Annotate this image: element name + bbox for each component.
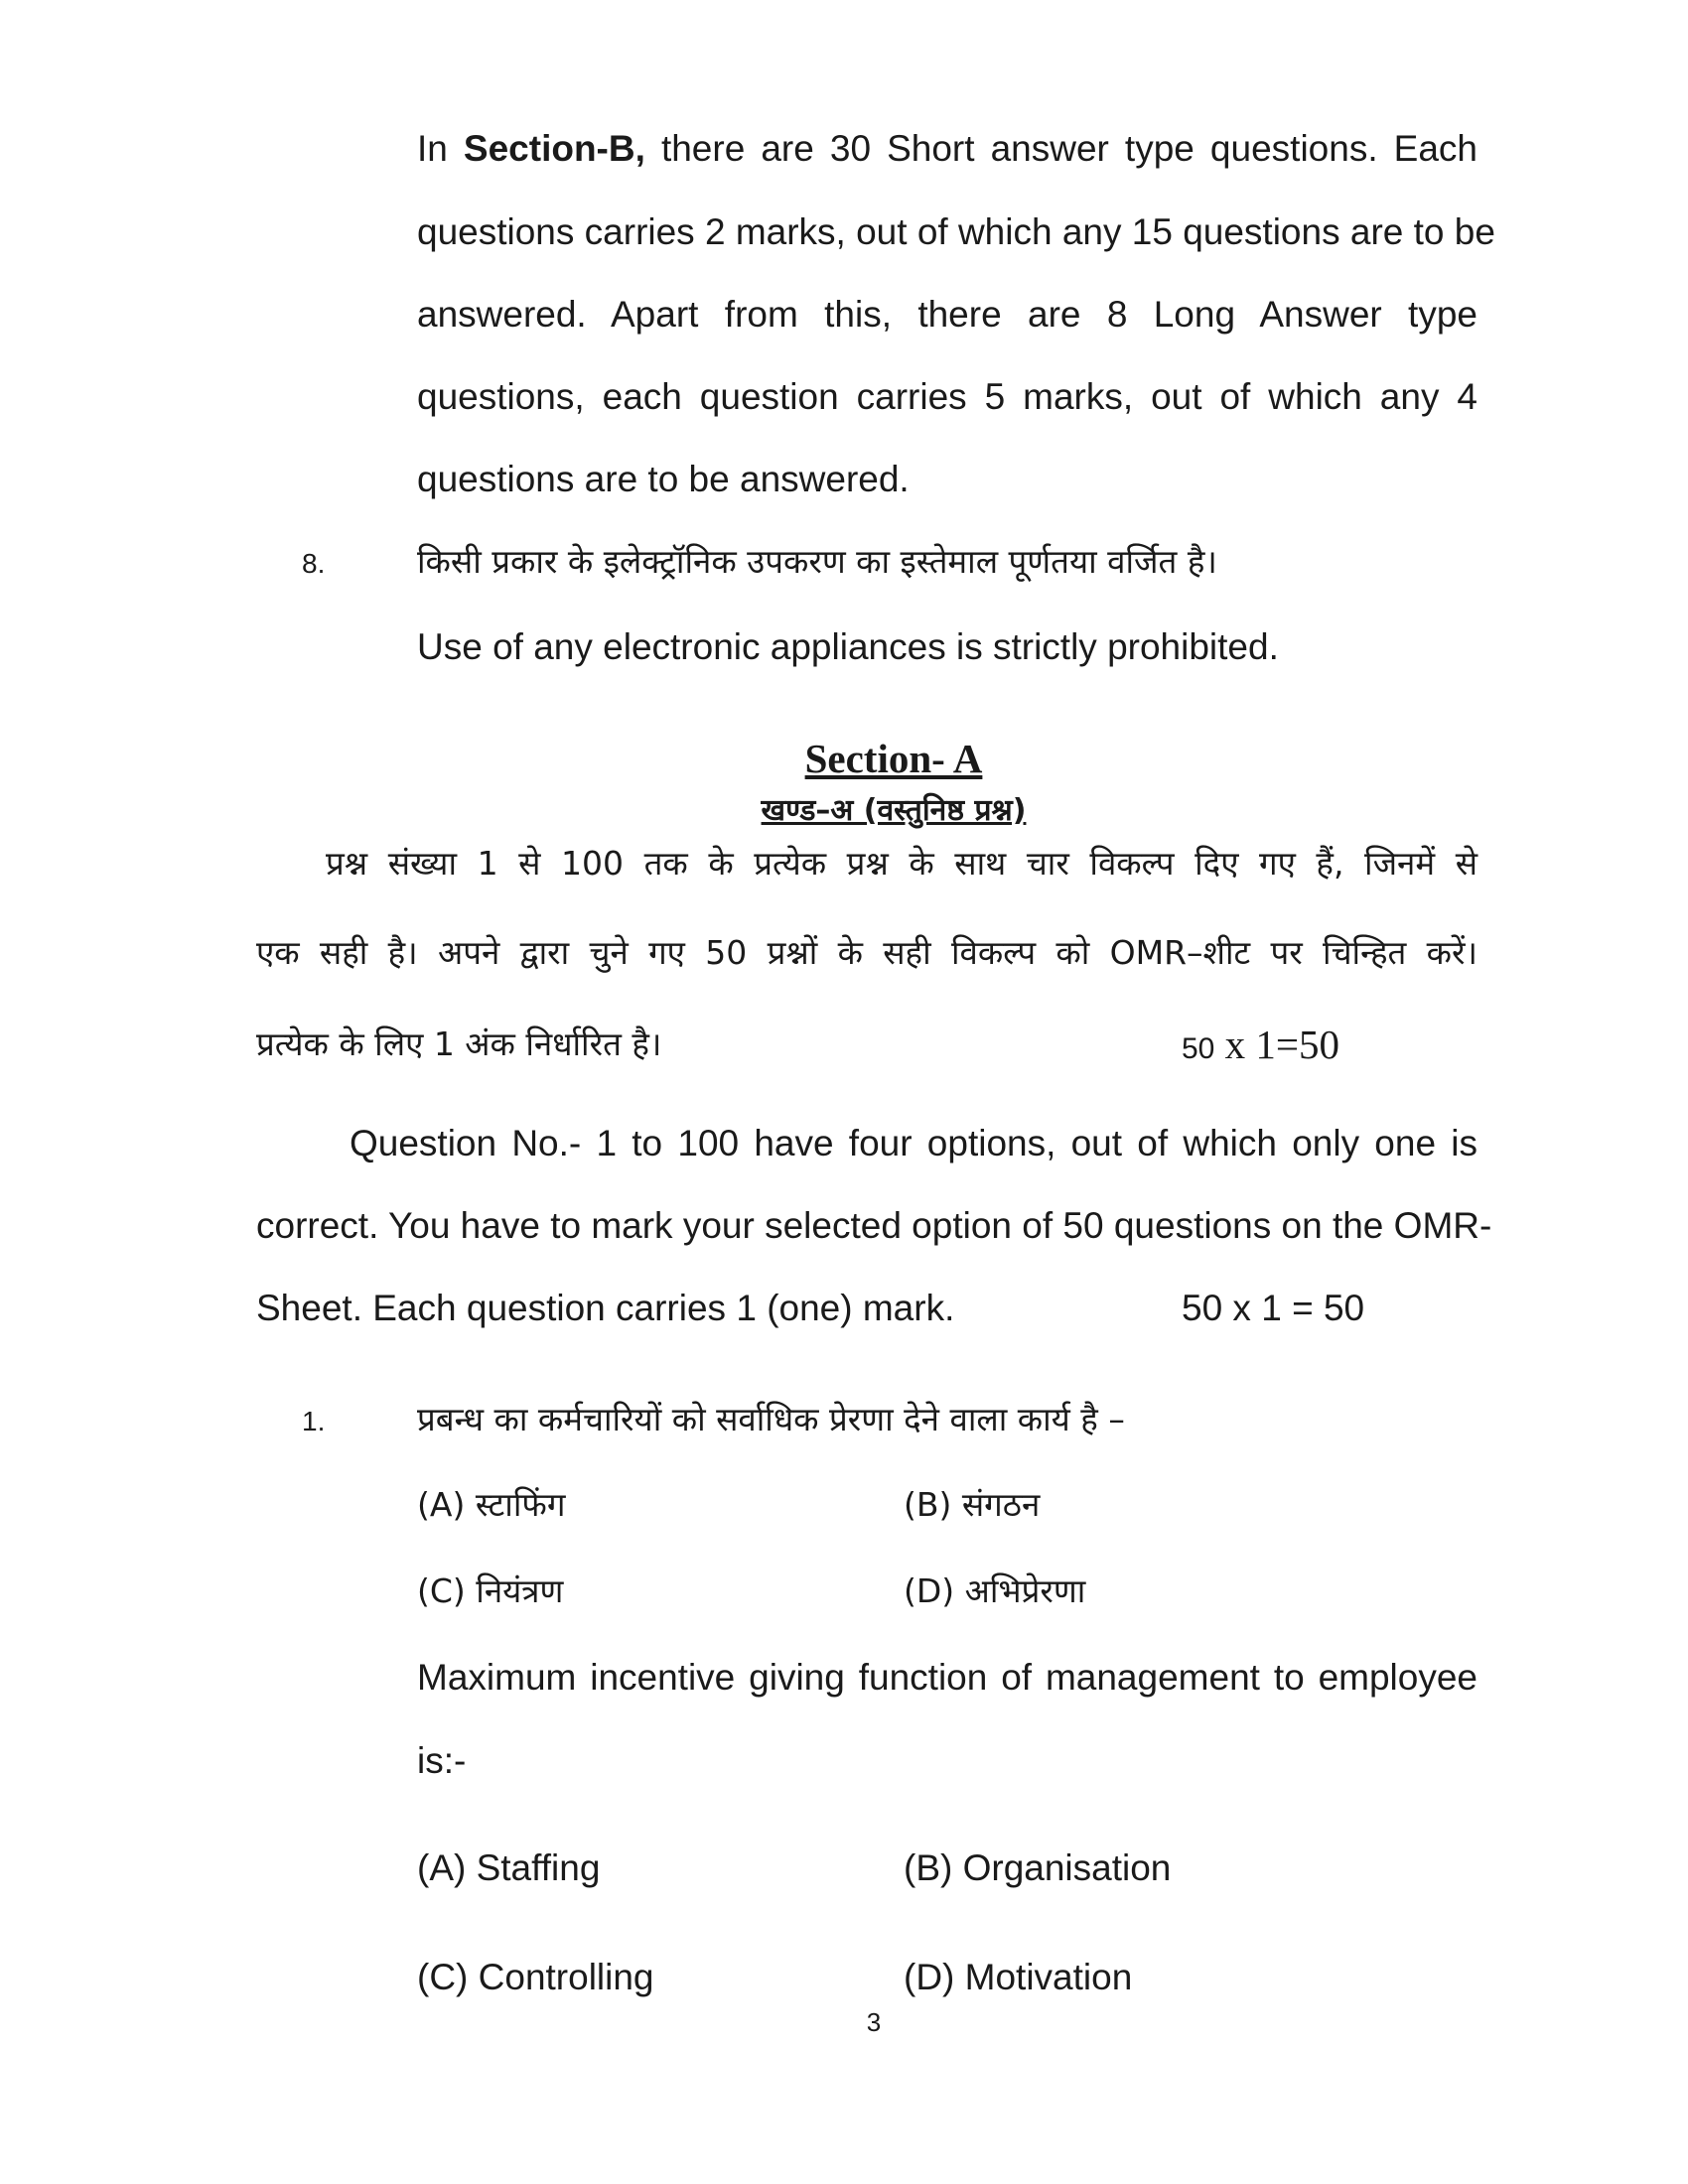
question-1-english-option-a: (A) Staffing [417, 1847, 601, 1888]
section-a-hindi-line-3: प्रत्येक के लिए 1 अंक निर्धारित है। [256, 1024, 662, 1063]
question-1-hindi: प्रबन्ध का कर्मचारियों को सर्वाधिक प्रेरणा देने वाला कार्य है – [417, 1400, 1125, 1438]
sectionB-line-4: questions, each question carries 5 marks, out of which any 4 [417, 376, 1477, 417]
question-1-hindi-option-d: (D) अभिप्रेरणा [904, 1571, 1086, 1610]
section-a-hindi-line-1: प्रश्न संख्या 1 से 100 तक के प्रत्येक प्रश्न के साथ चार विकल्प दिए गए हैं, जिनमें से [326, 844, 1477, 883]
section-a-english-line-2: correct. You have to mark your selected option of 50 questions on the OMR- [256, 1205, 1492, 1246]
sectionB-line-2: questions carries 2 marks, out of which any 15 questions are to be [417, 211, 1495, 252]
question-1-english-option-c: (C) Controlling [417, 1957, 654, 1997]
question-1-english-option-b: (B) Organisation [904, 1847, 1172, 1888]
section-a-subtitle: खण्ड–अ (वस्तुनिष्ठ प्रश्न) [761, 793, 1027, 828]
sectionB-line-5: questions are to be answered. [417, 459, 910, 499]
question-1-english-option-d: (D) Motivation [904, 1957, 1133, 1997]
question-1-english-line-2: is:- [417, 1740, 467, 1781]
question-1-number: 1. [302, 1406, 326, 1436]
item-8-hindi: किसी प्रकार के इलेक्ट्रॉनिक उपकरण का इस्तेमाल पूर्णतया वर्जित है। [417, 542, 1217, 581]
section-a-english-line-1: Question No.- 1 to 100 have four options, out of which only one is [350, 1123, 1477, 1163]
sectionB-line-3: answered. Apart from this, there are 8 Long Answer type [417, 294, 1477, 335]
question-1-english-line-1: Maximum incentive giving function of management to employee [417, 1657, 1477, 1698]
section-a-english-marks: 50 x 1 = 50 [1182, 1288, 1365, 1328]
sectionB-bold-label: Section-B, [463, 128, 645, 169]
section-a-hindi-line-2: एक सही है। अपने द्वारा चुने गए 50 प्रश्नों के सही विकल्प को OMR–शीट पर चिन्हित करें। [256, 933, 1477, 972]
question-1-hindi-option-b: (B) संगठन [904, 1485, 1041, 1524]
section-a-english-line-3: Sheet. Each question carries 1 (one) mark. [256, 1288, 955, 1328]
section-a-title: Section- A [804, 736, 983, 781]
item-8-english: Use of any electronic appliances is strictly prohibited. [417, 626, 1279, 667]
sectionB-line-1: In Section-B, there are 30 Short answer type questions. Each [417, 128, 1477, 169]
question-1-hindi-option-a: (A) स्टाफिंग [417, 1485, 566, 1524]
question-1-hindi-option-c: (C) नियंत्रण [417, 1571, 564, 1610]
page-number: 3 [866, 2007, 882, 2037]
section-a-hindi-marks: 50 x 1=50 [1182, 1022, 1340, 1067]
item-8-number: 8. [302, 548, 326, 579]
